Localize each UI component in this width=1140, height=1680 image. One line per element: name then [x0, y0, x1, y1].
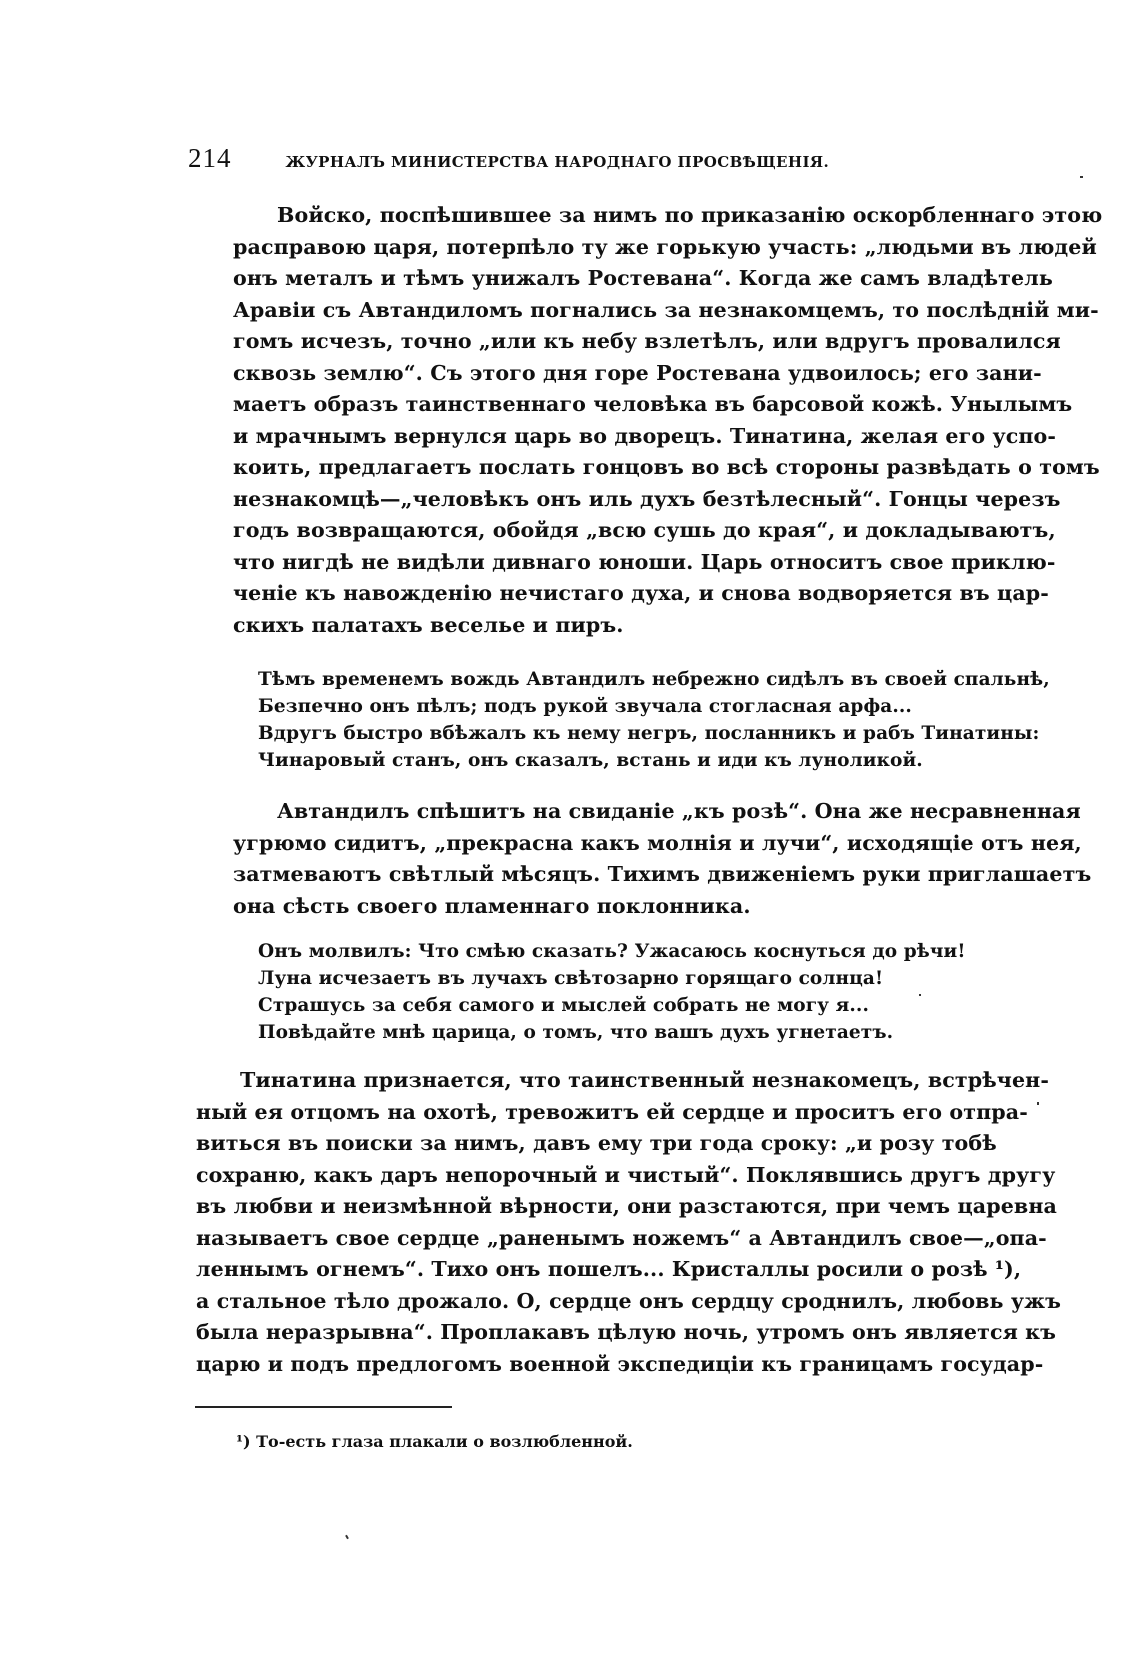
text-line: незнакомцѣ—„человѣкъ онъ иль духъ безтѣлесный“. Гонцы черезъ: [233, 486, 1061, 511]
text-line: царю и подъ предлогомъ военной экспедиціи къ границамъ государ-: [196, 1351, 1044, 1376]
verse-block-1: [258, 666, 1050, 774]
scan-speck: [1080, 176, 1083, 178]
text-line: сквозь землю“. Съ этого дня горе Ростевана удвоилось; его зани-: [233, 360, 1042, 385]
text-line: угрюмо сидитъ, „прекрасна какъ молнія и лучи“, исходящіе отъ нея,: [233, 830, 1082, 855]
paragraph-1: [233, 200, 1103, 641]
text-line: гомъ исчезъ, точно „или къ небу взлетѣлъ, или вдругъ провалился: [233, 329, 1061, 353]
text-line: она сѣсть своего пламеннаго поклонника.: [233, 893, 751, 918]
text-line: маетъ образъ таинственнаго человѣка въ барсовой кожѣ. Унылымъ: [233, 392, 1073, 416]
page-header: [188, 143, 908, 183]
verse-block-2: [258, 938, 998, 1046]
text-line: леннымъ огнемъ“. Тихо онъ пошелъ... Кристаллы росили о розѣ ¹),: [196, 1257, 1022, 1281]
text-line: Тинатина признается, что таинственный незнакомецъ, встрѣчен-: [240, 1068, 1050, 1092]
text-line: Аравіи съ Автандиломъ погнались за незнакомцемъ, то послѣдній ми-: [233, 297, 1099, 322]
verse-line: Повѣдайте мнѣ царица, о томъ, что вашъ духъ угнетаетъ.: [258, 1022, 894, 1043]
text-line: была неразрывна“. Проплакавъ цѣлую ночь, утромъ онъ является къ: [196, 1320, 1057, 1344]
scan-speck: [1037, 1102, 1039, 1105]
verse-line: Луна исчезаетъ въ лучахъ свѣтозарно горящаго солнца!: [258, 968, 884, 989]
scan-speck: [919, 994, 921, 996]
paragraph-2: [233, 796, 1092, 922]
footnote-rule: [195, 1406, 452, 1408]
verse-line: Вдругъ быстро вбѣжалъ къ нему негръ, посланникъ и рабъ Тинатины:: [258, 723, 1040, 744]
text-line: называетъ свое сердце „раненымъ ножемъ“ а Автандилъ свое—„опа-: [196, 1225, 1047, 1250]
running-head: ЖУРНАЛЪ МИНИСТЕРСТВА НАРОДНАГО ПРОСВѢЩЕНІЯ.: [285, 153, 830, 171]
text-line: Автандилъ спѣшитъ на свиданіе „къ розѣ“. Она же несравненная: [277, 799, 1081, 823]
verse-line: Страшусь за себя самого и мыслей собрать не могу я...: [258, 995, 870, 1016]
text-line: въ любви и неизмѣнной вѣрности, они разстаются, при чемъ царевна: [196, 1194, 1057, 1218]
text-line: ный ея отцомъ на охотѣ, тревожитъ ей сердце и проситъ его отпра-: [196, 1099, 1028, 1124]
verse-line: Чинаровый станъ, онъ сказалъ, встань и иди къ луноликой.: [258, 750, 923, 771]
text-line: расправою царя, потерпѣло ту же горькую участь: „людьми въ людей: [233, 234, 1097, 259]
text-line: Войско, поспѣшившее за нимъ по приказанію оскорбленнаго этою: [277, 203, 1103, 227]
scan-speck: [345, 1535, 349, 1539]
paragraph-3: [196, 1065, 1061, 1380]
text-line: что нигдѣ не видѣли дивнаго юноши. Царь относитъ свое приклю-: [233, 549, 1056, 574]
text-line: годъ возвращаются, обойдя „всю сушь до края“, и докладываютъ,: [233, 518, 1056, 542]
verse-line: Онъ молвилъ: Что смѣю сказать? Ужасаюсь коснуться до рѣчи!: [258, 941, 966, 962]
page-number: 214: [188, 143, 232, 173]
text-line: затмеваютъ свѣтлый мѣсяцъ. Тихимъ движеніемъ руки приглашаетъ: [233, 862, 1092, 886]
verse-line: Тѣмъ временемъ вождь Автандилъ небрежно сидѣлъ въ своей спальнѣ,: [258, 669, 1050, 690]
text-line: а стальное тѣло дрожало. О, сердце онъ сердцу сроднилъ, любовь ужъ: [196, 1288, 1061, 1313]
footnote: ¹) То-есть глаза плакали о возлюбленной.: [236, 1432, 633, 1451]
text-line: скихъ палатахъ веселье и пиръ.: [233, 612, 624, 637]
text-line: онъ металъ и тѣмъ унижалъ Ростевана“. Когда же самъ владѣтель: [233, 266, 1053, 290]
verse-line: Безпечно онъ пѣлъ; подъ рукой звучала стогласная арфа...: [258, 696, 912, 717]
text-line: и мрачнымъ вернулся царь во дворецъ. Тинатина, желая его успо-: [233, 423, 1057, 448]
text-line: коить, предлагаетъ послать гонцовъ во всѣ стороны развѣдать о томъ: [233, 455, 1100, 479]
text-line: сохраню, какъ даръ непорочный и чистый“. Поклявшись другъ другу: [196, 1162, 1056, 1187]
text-line: ченіе къ навожденію нечистаго духа, и снова водворяется въ цар-: [233, 581, 1049, 605]
text-line: виться въ поиски за нимъ, давъ ему три года сроку: „и розу тобѣ: [196, 1131, 997, 1155]
